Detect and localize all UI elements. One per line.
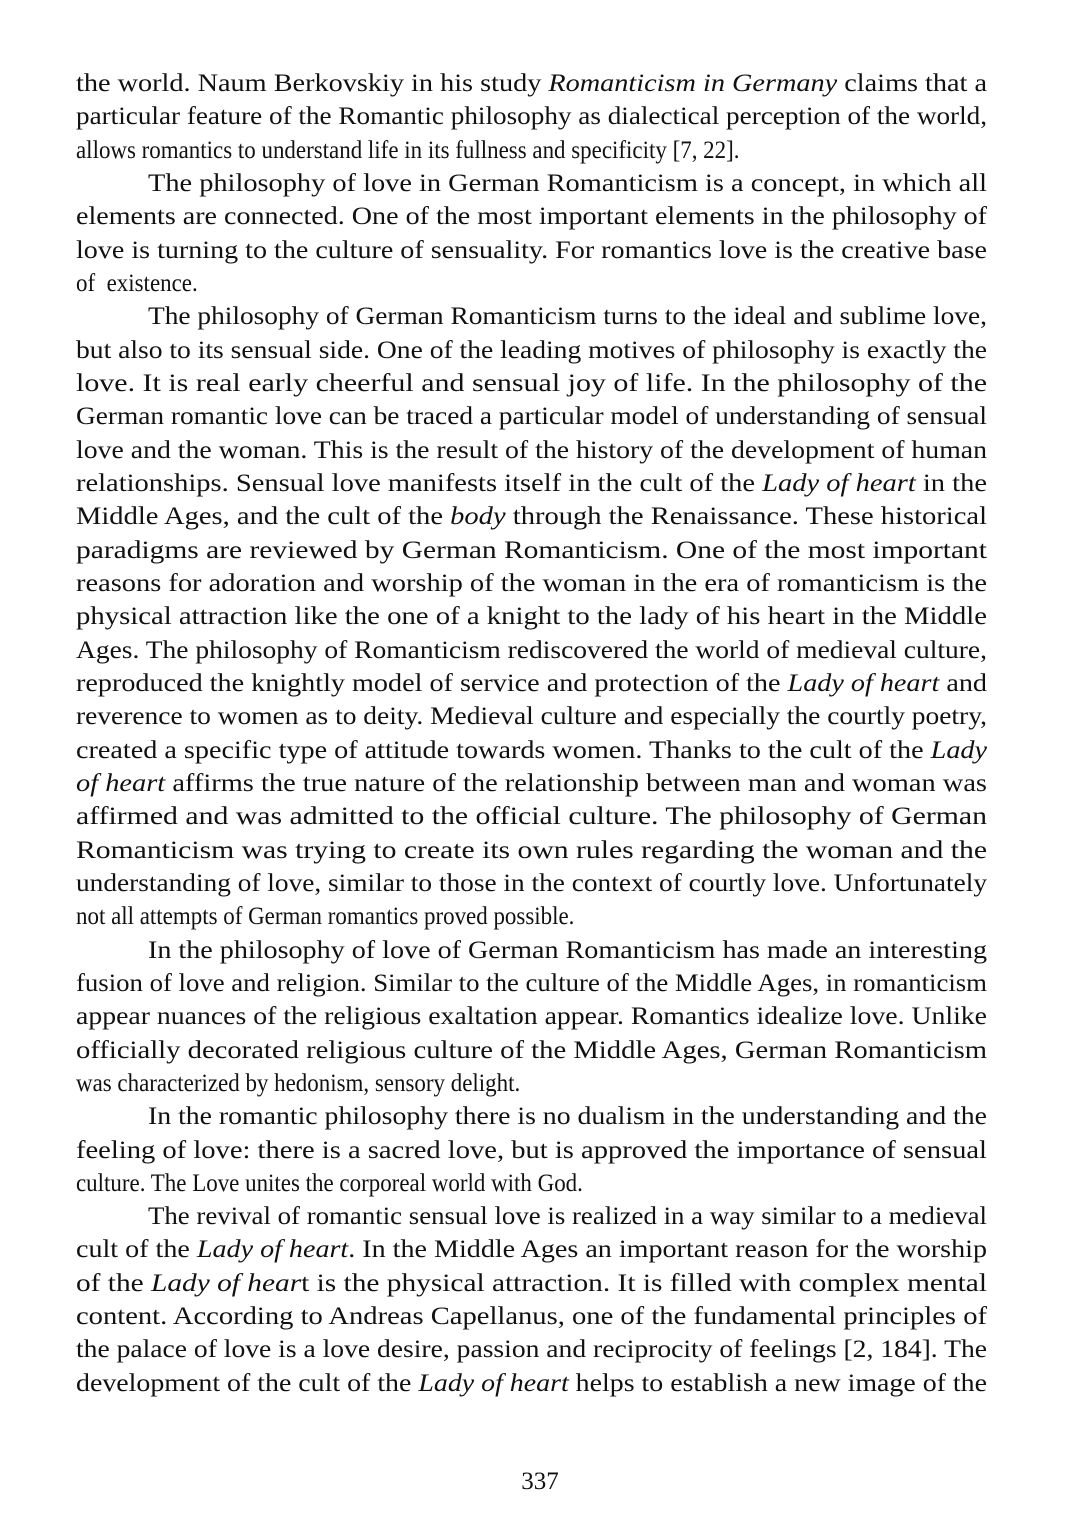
text-run: helps to establish a new image of the [568,1367,987,1397]
paragraph [76,299,987,932]
text-line [76,866,987,899]
paragraph [76,1099,987,1199]
text-run: The philosophy of German Romanticism turns to the ideal and sublime love, [148,301,988,331]
text-line [76,399,987,432]
text-line [76,66,987,99]
text-run: allows romantics to understand life in its fullness and specificity [7, 22]. [76,134,740,164]
text-line [76,99,987,132]
text-run: content. According to Andreas Capellanus, one of the fundamental principles of [76,1301,988,1331]
text-run: love and the woman. This is the result of the history of the development of human [76,434,987,464]
text-run: but also to its sensual side. One of the leading motives of philosophy is exactly the [76,334,987,364]
text-run: reverence to women as to deity. Medieval culture and especially the courtly poetry, [76,701,988,731]
text-line [76,1199,987,1232]
text-run: German romantic love can be traced a particular model of understanding of sensual [76,401,987,431]
text-line [76,1033,987,1066]
text-run: officially decorated religious culture of the Middle Ages, German Romanticism [76,1034,988,1064]
text-line [76,1299,987,1332]
body-text [76,66,987,1399]
text-run: The revival of romantic sensual love is realized in a way similar to a medieval [148,1201,988,1231]
italic-text: Lady [930,734,987,764]
text-run: and [939,667,987,697]
paragraph [76,66,987,166]
text-line [76,566,987,599]
text-line [76,1366,987,1399]
text-run: love. It is real early cheerful and sensual joy of life. In the philosophy of the [76,367,987,397]
text-run: culture. The Love unites the corporeal world with God. [76,1167,583,1197]
text-line [76,466,987,499]
text-line [76,966,987,999]
text-run: cult of the [76,1234,197,1264]
italic-text: Lady of hear [151,1267,302,1297]
text-run: appear nuances of the religious exaltation appear. Romantics idealize love. Unlike [76,1001,988,1031]
italic-text: body [450,501,506,531]
text-run: elements are connected. One of the most important elements in the philosophy of [76,201,987,231]
text-line [76,933,987,966]
text-run: reproduced the knightly model of service and protection of the [76,667,788,697]
text-run: relationships. Sensual love manifests itself in the cult of the [76,467,763,497]
text-run: particular feature of the Romantic philosophy as dialectical perception of the world, [76,101,987,131]
text-run: created a specific type of attitude towards women. Thanks to the cult of the [76,734,931,764]
text-line [76,233,987,266]
italic-text: Lady of heart [787,667,940,697]
text-line [76,999,987,1032]
text-run: Romanticism was trying to create its own rules regarding the woman and the [76,834,987,864]
text-line [76,199,987,232]
text-run: affirms the true nature of the relationship between man and woman was [165,767,987,797]
text-run: was characterized by hedonism, sensory delight. [76,1067,521,1097]
text-line [76,599,987,632]
text-run: the world. Naum Berkovskiy in his study [76,68,549,97]
text-run: of the [76,1267,152,1297]
text-run: affirmed and was admitted to the official culture. The philosophy of German [76,801,987,831]
text-run: paradigms are reviewed by German Romanticism. One of the most important [76,534,987,564]
text-line [76,433,987,466]
text-run: In the romantic philosophy there is no dualism in the understanding and the [148,1101,988,1131]
italic-text: Lady of heart [196,1234,349,1264]
text-run: reasons for adoration and worship of the woman in the era of romanticism is the [76,567,987,597]
italic-text: Lady of heart [762,467,916,497]
text-line [76,799,987,832]
text-line [76,766,987,799]
text-line [76,1166,987,1199]
text-line [76,1066,987,1099]
text-run: development of the cult of the [76,1367,419,1397]
text-line [76,833,987,866]
text-line [76,133,987,166]
text-run: . In the Middle Ages an important reason for the worship [348,1234,988,1264]
paragraph [76,166,987,299]
text-line [76,899,987,932]
paragraph [76,933,987,1100]
text-run: In the philosophy of love of German Romanticism has made an interesting [148,934,987,964]
text-line [76,633,987,666]
text-run: through the Renaissance. These historical [505,501,987,531]
text-run: feeling of love: there is a sacred love, but is approved the importance of sensual [76,1134,987,1164]
text-line [76,1332,987,1365]
italic-text: of heart [76,767,166,797]
text-run: t is the physical attraction. It is filled with complex mental [301,1267,987,1297]
page-number: 337 [521,1468,559,1495]
text-line [76,333,987,366]
text-run: Middle Ages, and the cult of the [76,501,451,531]
text-line [76,266,987,299]
text-run: claims that a [837,68,987,97]
text-line [76,166,987,199]
text-run: of existence. [76,267,198,297]
paragraph [76,1199,987,1399]
text-line [76,299,987,332]
text-run: fusion of love and religion. Similar to the culture of the Middle Ages, in romanticism [76,967,987,997]
text-line [76,366,987,399]
text-run: The philosophy of love in German Romanticism is a concept, in which all [148,167,987,197]
text-run: the palace of love is a love desire, passion and reciprocity of feelings [2, 184]. The [76,1334,987,1364]
text-run: Ages. The philosophy of Romanticism rediscovered the world of medieval culture, [76,634,987,664]
text-run: love is turning to the culture of sensuality. For romantics love is the creative base [76,234,988,264]
text-run: not all attempts of German romantics proved possible. [76,901,575,931]
text-line [76,733,987,766]
text-line [76,1232,987,1265]
text-line [76,1266,987,1299]
text-line [76,699,987,732]
text-run: understanding of love, similar to those in the context of courtly love. Unfortunately [76,867,988,897]
text-line [76,1133,987,1166]
italic-text: Romanticism in Germany [548,68,838,97]
text-run: physical attraction like the one of a knight to the lady of his heart in the Middle [76,601,987,631]
text-line [76,533,987,566]
text-run: in the [915,467,987,497]
italic-text: Lady of heart [418,1367,569,1397]
text-line [76,499,987,532]
text-line [76,666,987,699]
text-line [76,1099,987,1132]
